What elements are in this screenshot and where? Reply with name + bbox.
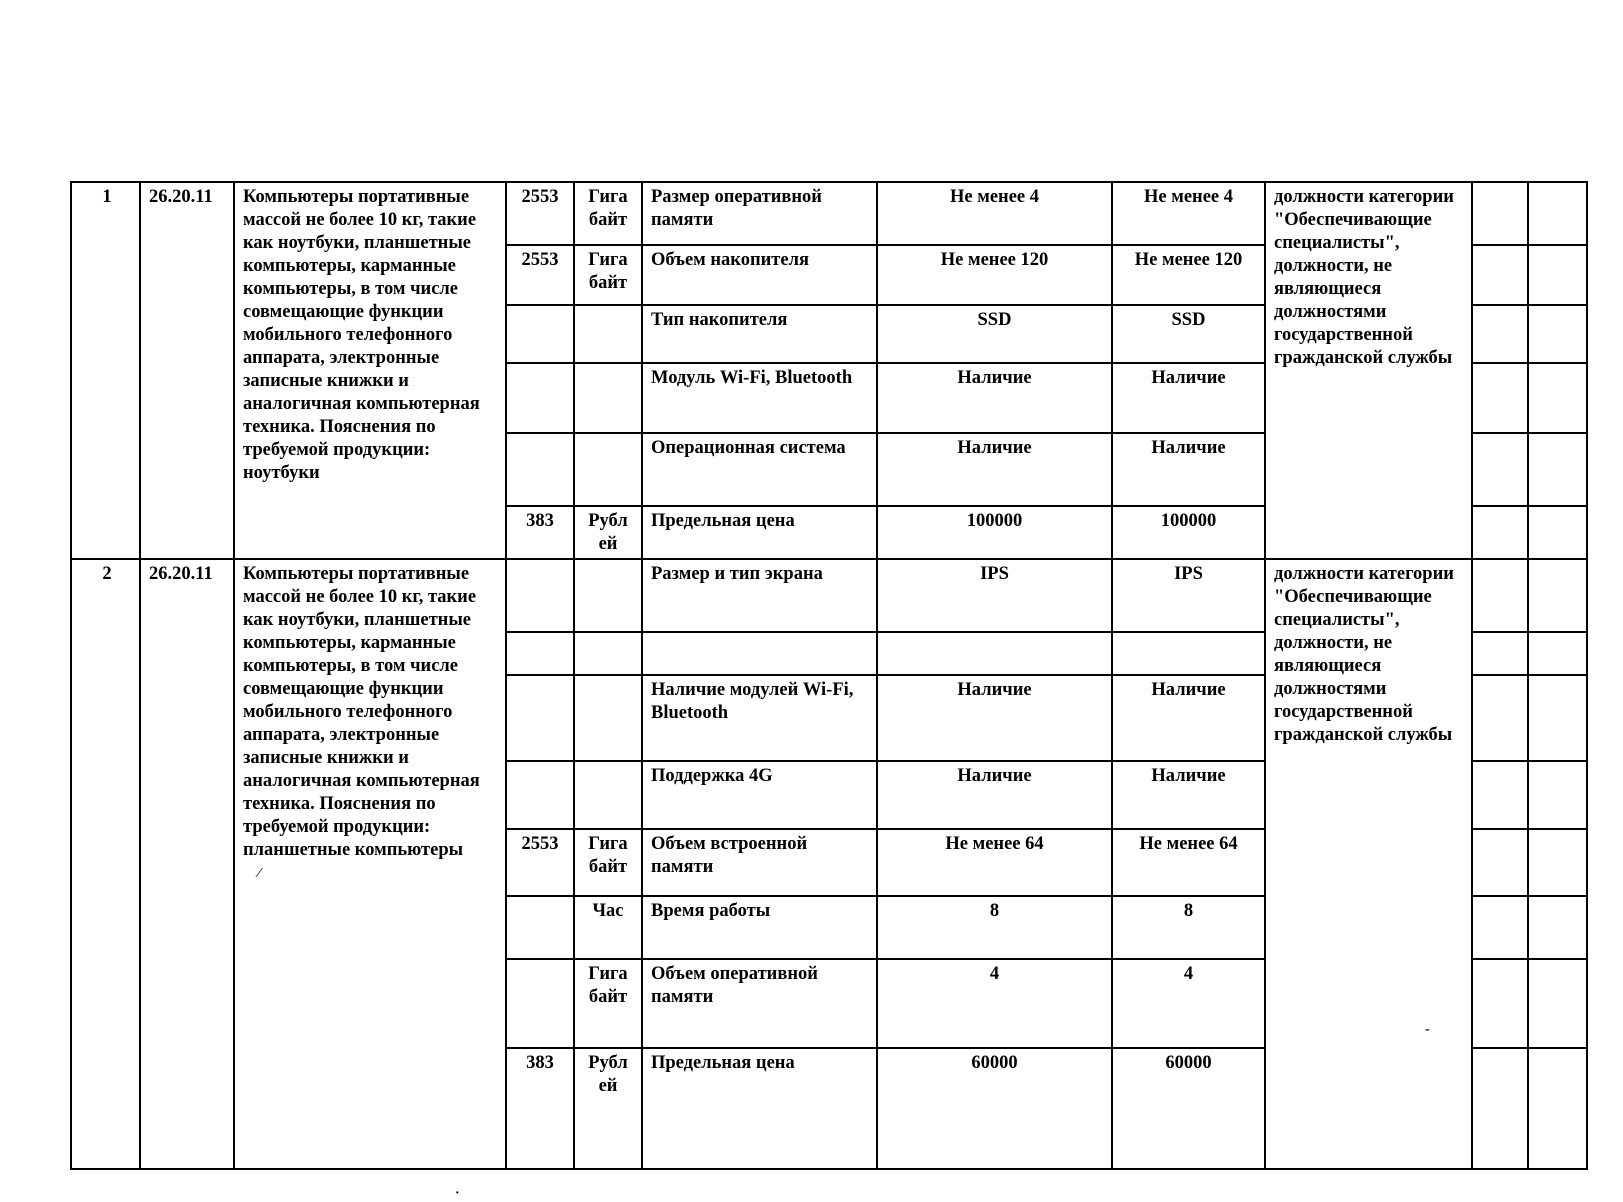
empty-cell (1472, 761, 1528, 828)
value-actual: 4 (1112, 959, 1265, 1048)
unit-name (574, 559, 642, 631)
value-actual: 100000 (1112, 506, 1265, 559)
empty-cell (1472, 632, 1528, 675)
empty-cell (1528, 829, 1587, 896)
value-actual: Наличие (1112, 433, 1265, 506)
empty-cell (1472, 305, 1528, 362)
empty-cell (1472, 896, 1528, 959)
value-approved: Не менее 120 (877, 245, 1112, 305)
value-approved: SSD (877, 305, 1112, 362)
empty-cell (1472, 959, 1528, 1048)
okei-code: 2553 (506, 829, 574, 896)
characteristic-name: Объем оперативной памяти (642, 959, 877, 1048)
empty-cell (1472, 829, 1528, 896)
value-actual: Наличие (1112, 761, 1265, 828)
value-approved: 4 (877, 959, 1112, 1048)
empty-cell (1472, 559, 1528, 631)
value-actual: IPS (1112, 559, 1265, 631)
okei-code (506, 305, 574, 362)
okei-code: 383 (506, 506, 574, 559)
okei-code (506, 433, 574, 506)
empty-cell (1528, 1048, 1587, 1169)
okei-code (506, 363, 574, 433)
characteristic-name: Предельная цена (642, 1048, 877, 1169)
unit-name (574, 761, 642, 828)
table-row (71, 559, 1587, 631)
value-approved: Не менее 64 (877, 829, 1112, 896)
value-approved: IPS (877, 559, 1112, 631)
characteristic-name: Наличие модулей Wi-Fi, Bluetooth (642, 675, 877, 761)
position-category: должности категории "Обеспечивающие специалисты", должности, не являющиеся должностями государственной гражданской службы (1265, 182, 1472, 559)
product-name: Компьютеры портативные массой не более 10 кг, такие как ноутбуки, планшетные компьютеры, карманные компьютеры, в том числе совмещающие функции мобильного телефонного аппарата, электронные записные книжки и аналогичная компьютерная техника. Пояснения по требуемой продукции: планшетные компьютеры (234, 559, 506, 1169)
value-approved: 60000 (877, 1048, 1112, 1169)
characteristic-name: Объем накопителя (642, 245, 877, 305)
value-actual: 60000 (1112, 1048, 1265, 1169)
okpd-code: 26.20.11 (140, 182, 234, 559)
characteristic-name: Предельная цена (642, 506, 877, 559)
characteristic-name: Операционная система (642, 433, 877, 506)
empty-cell (1528, 182, 1587, 245)
okpd-code: 26.20.11 (140, 559, 234, 1169)
characteristic-name: Время работы (642, 896, 877, 959)
empty-cell (1528, 305, 1587, 362)
value-actual (1112, 632, 1265, 675)
position-category: должности категории "Обеспечивающие специалисты", должности, не являющиеся должностями государственной гражданской службы (1265, 559, 1472, 1169)
okei-code (506, 959, 574, 1048)
characteristic-name: Размер и тип экрана (642, 559, 877, 631)
value-actual: Не менее 64 (1112, 829, 1265, 896)
characteristic-name: Поддержка 4G (642, 761, 877, 828)
empty-cell (1528, 761, 1587, 828)
okei-code: 2553 (506, 182, 574, 245)
okei-code: 383 (506, 1048, 574, 1169)
characteristic-name: Тип накопителя (642, 305, 877, 362)
product-name: Компьютеры портативные массой не более 10 кг, такие как ноутбуки, планшетные компьютеры, карманные компьютеры, в том числе совмещающие функции мобильного телефонного аппарата, электронные записные книжки и аналогичная компьютерная техника. Пояснения по требуемой продукции: ноутбуки (234, 182, 506, 559)
value-approved: Наличие (877, 761, 1112, 828)
value-approved: 100000 (877, 506, 1112, 559)
value-actual: Наличие (1112, 675, 1265, 761)
value-approved: Наличие (877, 433, 1112, 506)
row-number: 1 (71, 182, 140, 559)
unit-name (574, 675, 642, 761)
pen-mark: ‐ (1425, 1022, 1430, 1037)
unit-name: Гига байт (574, 245, 642, 305)
value-approved: Наличие (877, 675, 1112, 761)
requirements-table (70, 181, 1588, 1170)
unit-name: Час (574, 896, 642, 959)
value-approved (877, 632, 1112, 675)
empty-cell (1528, 433, 1587, 506)
value-actual: Не менее 120 (1112, 245, 1265, 305)
empty-cell (1528, 632, 1587, 675)
unit-name: Гига байт (574, 182, 642, 245)
empty-cell (1528, 559, 1587, 631)
unit-name: Гига байт (574, 829, 642, 896)
okei-code (506, 761, 574, 828)
value-approved: Не менее 4 (877, 182, 1112, 245)
okei-code: 2553 (506, 245, 574, 305)
empty-cell (1472, 182, 1528, 245)
unit-name: Рубл ей (574, 1048, 642, 1169)
empty-cell (1528, 363, 1587, 433)
unit-name: Рубл ей (574, 506, 642, 559)
unit-name: Гига байт (574, 959, 642, 1048)
unit-name (574, 433, 642, 506)
empty-cell (1528, 959, 1587, 1048)
empty-cell (1528, 506, 1587, 559)
empty-cell (1472, 433, 1528, 506)
empty-cell (1528, 245, 1587, 305)
unit-name (574, 632, 642, 675)
okei-code (506, 896, 574, 959)
value-approved: Наличие (877, 363, 1112, 433)
document-page (70, 181, 1586, 1170)
okei-code (506, 632, 574, 675)
value-actual: Наличие (1112, 363, 1265, 433)
value-actual: SSD (1112, 305, 1265, 362)
pen-mark: ⁄ (258, 866, 261, 881)
okei-code (506, 675, 574, 761)
okei-code (506, 559, 574, 631)
empty-cell (1472, 1048, 1528, 1169)
characteristic-name: Размер оперативной памяти (642, 182, 877, 245)
empty-cell (1472, 363, 1528, 433)
row-number: 2 (71, 559, 140, 1169)
value-approved: 8 (877, 896, 1112, 959)
empty-cell (1472, 506, 1528, 559)
unit-name (574, 363, 642, 433)
characteristic-name (642, 632, 877, 675)
empty-cell (1472, 245, 1528, 305)
stray-dot: · (455, 1186, 460, 1201)
characteristic-name: Объем встроенной памяти (642, 829, 877, 896)
unit-name (574, 305, 642, 362)
empty-cell (1472, 675, 1528, 761)
empty-cell (1528, 675, 1587, 761)
empty-cell (1528, 896, 1587, 959)
value-actual: Не менее 4 (1112, 182, 1265, 245)
value-actual: 8 (1112, 896, 1265, 959)
table-row (71, 182, 1587, 245)
characteristic-name: Модуль Wi-Fi, Bluetooth (642, 363, 877, 433)
